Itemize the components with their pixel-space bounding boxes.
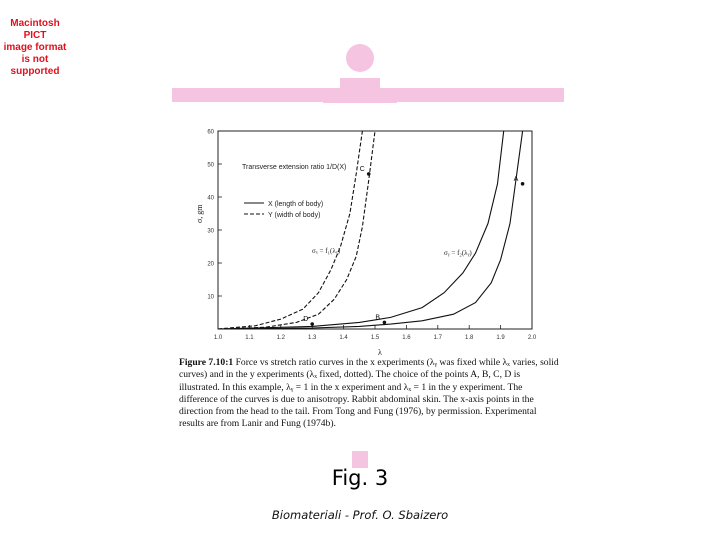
y-tick-label: 20 [207,261,214,268]
series-line-3 [218,131,362,329]
force-stretch-chart [172,103,564,363]
point-a [521,182,525,186]
pict-line-1: Macintosh PICT [10,18,60,41]
point-label-b: B [375,314,381,322]
x-tick-label: 1.7 [433,335,442,341]
legend-y-label: Y (width of body) [268,212,321,219]
chart-ticks [207,130,537,342]
series-line-0 [218,131,523,329]
y-tick-label: 40 [207,195,214,202]
x-tick-label: 1.9 [496,335,505,341]
annotation-right: σᵧ = f₂(λᵧ) [444,249,472,257]
pict-line-2: image format [3,42,67,53]
x-tick-label: 1.8 [465,335,474,341]
x-tick-label: 1.4 [339,335,348,341]
x-tick-label: 1.2 [276,335,285,341]
y-axis-label: σ, gm [195,204,204,223]
footer-credit: Biomateriali - Prof. O. Sbaizero [271,508,449,522]
x-tick-label: 2.0 [527,335,537,341]
y-tick-label: 10 [207,294,214,301]
point-d [310,322,314,326]
series-line-1 [218,131,504,329]
point-label-d: D [303,316,309,324]
chart-series [218,131,523,329]
y-tick-label: 30 [207,228,214,235]
point-label-a: A [513,175,519,183]
annotation-left: σₓ = f₁(λₓ) [312,247,341,255]
x-tick-label: 1.3 [308,335,317,341]
y-tick-label: 60 [207,129,214,136]
figure-caption [179,357,561,431]
y-tick-label: 50 [207,162,214,169]
x-axis-label: λ [378,348,382,357]
point-label-c: C [359,165,365,173]
legend-x-label: X (length of body) [268,201,324,208]
point-b [383,321,387,325]
figure-number-label: Fig. 3 [331,466,389,490]
legend-title: Transverse extension ratio 1/D(X) [242,164,347,171]
pict-line-3: is not supported [10,54,60,77]
x-tick-label: 1.0 [213,335,223,341]
point-c [367,172,371,176]
caption-number: Figure 7.10:1 [179,357,234,368]
caption-text: Force vs stretch ratio curves in the x experiments (λᵧ was fixed while λₓ varies, solid curves) and in the y experiments (λₓ fixed, dotted). The choice of the points A, B, C, D is illustrated. In this example, λᵧ = 1 in the x experiment and λₓ = 1 in the y experiment. The difference of the curves is due to anisotropy. Rabbit abdominal skin. The x-axis points in the direction from the head to the tail. From Tong and Fung (1976), by permission. Experimental results are from Lanir and Fung (1974b). [179,357,559,430]
scanned-figure [172,103,564,451]
series-line-2 [218,131,375,329]
x-tick-label: 1.1 [245,335,254,341]
x-tick-label: 1.5 [370,335,380,341]
x-tick-label: 1.6 [402,335,411,341]
chart-points [303,166,524,326]
